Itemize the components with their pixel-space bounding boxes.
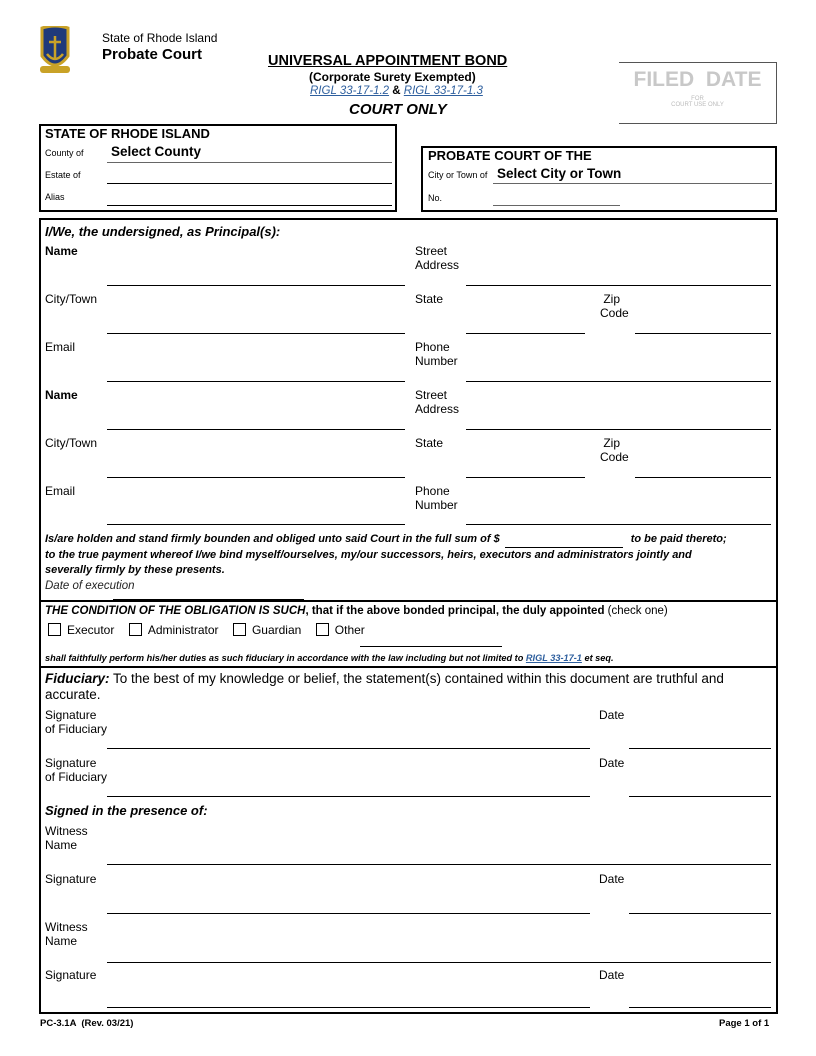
signature-of-fiduciary-label: Signature of Fiduciary (45, 708, 108, 736)
street-field[interactable] (466, 285, 771, 286)
court-box-title: PROBATE COURT OF THE (428, 148, 592, 163)
county-label: County of (45, 148, 84, 158)
zip-field[interactable] (635, 333, 771, 334)
county-line (107, 162, 392, 163)
fiduciary-type-options (48, 621, 375, 639)
page-number: Page 1 of 1 (719, 1018, 770, 1029)
witness-signature-label: Signature (45, 872, 97, 886)
guardian-checkbox[interactable]: Guardian (233, 623, 301, 637)
filed-date-box (619, 62, 777, 124)
rigl-33-17-1-2-link[interactable]: RIGL 33-17-1.2 (310, 85, 390, 97)
fiduciary-statement: Fiduciary: To the best of my knowledge or belief, the statement(s) contained within this document are truthful and accurate. (45, 671, 724, 702)
street-label: Street Address (415, 244, 460, 272)
alias-label: Alias (45, 192, 65, 202)
phone-label: Phone Number (415, 340, 458, 368)
fiduciary-signature-field[interactable] (107, 748, 590, 749)
estate-field[interactable] (107, 183, 392, 184)
state-label: State (415, 292, 444, 306)
filed-for: FOR (691, 96, 704, 102)
rhode-island-seal-icon (38, 26, 72, 76)
email-field[interactable] (107, 381, 405, 382)
street-label: Street Address (415, 388, 460, 416)
city-label: City or Town of (428, 170, 488, 180)
state-name: State of Rhode Island (102, 31, 218, 45)
condition-text: THE CONDITION OF THE OBLIGATION IS SUCH, that if the above bonded principal, the duly appointed (check one) (45, 605, 668, 617)
witness-date-field[interactable] (629, 913, 771, 914)
email-label: Email (45, 484, 76, 498)
witness-name-field[interactable] (107, 864, 771, 865)
law-references (310, 85, 483, 97)
witness-signature-field[interactable] (107, 1007, 590, 1008)
witness-date-field[interactable] (629, 1007, 771, 1008)
rigl-33-17-1-link[interactable]: RIGL 33-17-1 (525, 653, 582, 663)
rigl-33-17-1-3-link[interactable]: RIGL 33-17-1.3 (403, 85, 483, 97)
zip-label: Zip Code (600, 292, 629, 320)
court-name: Probate Court (102, 46, 203, 63)
county-select[interactable]: Select County (111, 144, 202, 159)
phone-field[interactable] (466, 524, 771, 525)
court-only-label: COURT ONLY (349, 101, 447, 118)
alias-field[interactable] (107, 205, 392, 206)
form-title: UNIVERSAL APPOINTMENT BOND (268, 53, 508, 69)
signed-in-presence-heading: Signed in the presence of: (45, 803, 208, 818)
state-field[interactable] (466, 477, 585, 478)
witness-name-field[interactable] (107, 962, 771, 963)
no-label: No. (428, 193, 443, 203)
filed-date-title: FILED DATE (633, 68, 762, 91)
other-specify-field[interactable] (360, 646, 502, 647)
date-label: Date (599, 872, 625, 886)
witness-name-label: Witness Name (45, 920, 88, 948)
bond-amount-field[interactable] (505, 532, 623, 548)
witness-name-label: Witness Name (45, 824, 88, 852)
filed-court-use-only: COURT USE ONLY (671, 102, 724, 108)
city-line (493, 183, 772, 184)
state-box-title: STATE OF RHODE ISLAND (45, 126, 210, 141)
email-field[interactable] (107, 524, 405, 525)
city-town-field[interactable] (107, 333, 405, 334)
administrator-checkbox[interactable]: Administrator (129, 623, 219, 637)
name-label: Name (45, 388, 78, 402)
shall-text: shall faithfully perform his/her duties as such fiduciary in accordance with the law including but not limited to RIGL 33-17-1 et seq. (45, 653, 614, 663)
name-label: Name (45, 244, 78, 258)
city-select[interactable]: Select City or Town (497, 166, 622, 181)
other-checkbox[interactable]: Other (316, 623, 365, 637)
phone-label: Phone Number (415, 484, 458, 512)
date-label: Date (599, 968, 625, 982)
witness-signature-field[interactable] (107, 913, 590, 914)
state-field[interactable] (466, 333, 585, 334)
email-label: Email (45, 340, 76, 354)
executor-checkbox[interactable]: Executor (48, 623, 114, 637)
zip-field[interactable] (635, 477, 771, 478)
name-field[interactable] (107, 429, 405, 430)
phone-field[interactable] (466, 381, 771, 382)
divider (39, 600, 778, 602)
date-label: Date (599, 708, 625, 722)
signature-of-fiduciary-label: Signature of Fiduciary (45, 756, 108, 784)
divider (39, 666, 778, 668)
city-town-label: City/Town (45, 436, 98, 450)
city-town-field[interactable] (107, 477, 405, 478)
state-label: State (415, 436, 444, 450)
fiduciary-signature-field[interactable] (107, 796, 590, 797)
estate-label: Estate of (45, 170, 81, 180)
form-number: PC-3.1A (Rev. 03/21) (40, 1018, 134, 1029)
city-town-label: City/Town (45, 292, 98, 306)
date-of-execution-label: Date of execution (45, 580, 135, 592)
case-number-field[interactable] (493, 205, 620, 206)
street-field[interactable] (466, 429, 771, 430)
bond-text: Is/are holden and stand firmly bounden and obliged unto said Court in the full sum of $ to be paid thereto; to the true payment whereof I/we bind myself/ourselves, my/our successors, heirs, executors and administrators jointly and severally firmly by these presents. (45, 533, 727, 576)
zip-label: Zip Code (600, 436, 629, 464)
witness-signature-label: Signature (45, 968, 97, 982)
fiduciary-date-field[interactable] (629, 796, 771, 797)
principals-heading: I/We, the undersigned, as Principal(s): (45, 224, 281, 239)
fiduciary-date-field[interactable] (629, 748, 771, 749)
form-subtitle: (Corporate Surety Exempted) (309, 70, 476, 84)
date-label: Date (599, 756, 625, 770)
name-field[interactable] (107, 285, 405, 286)
ampersand: & (392, 85, 401, 97)
